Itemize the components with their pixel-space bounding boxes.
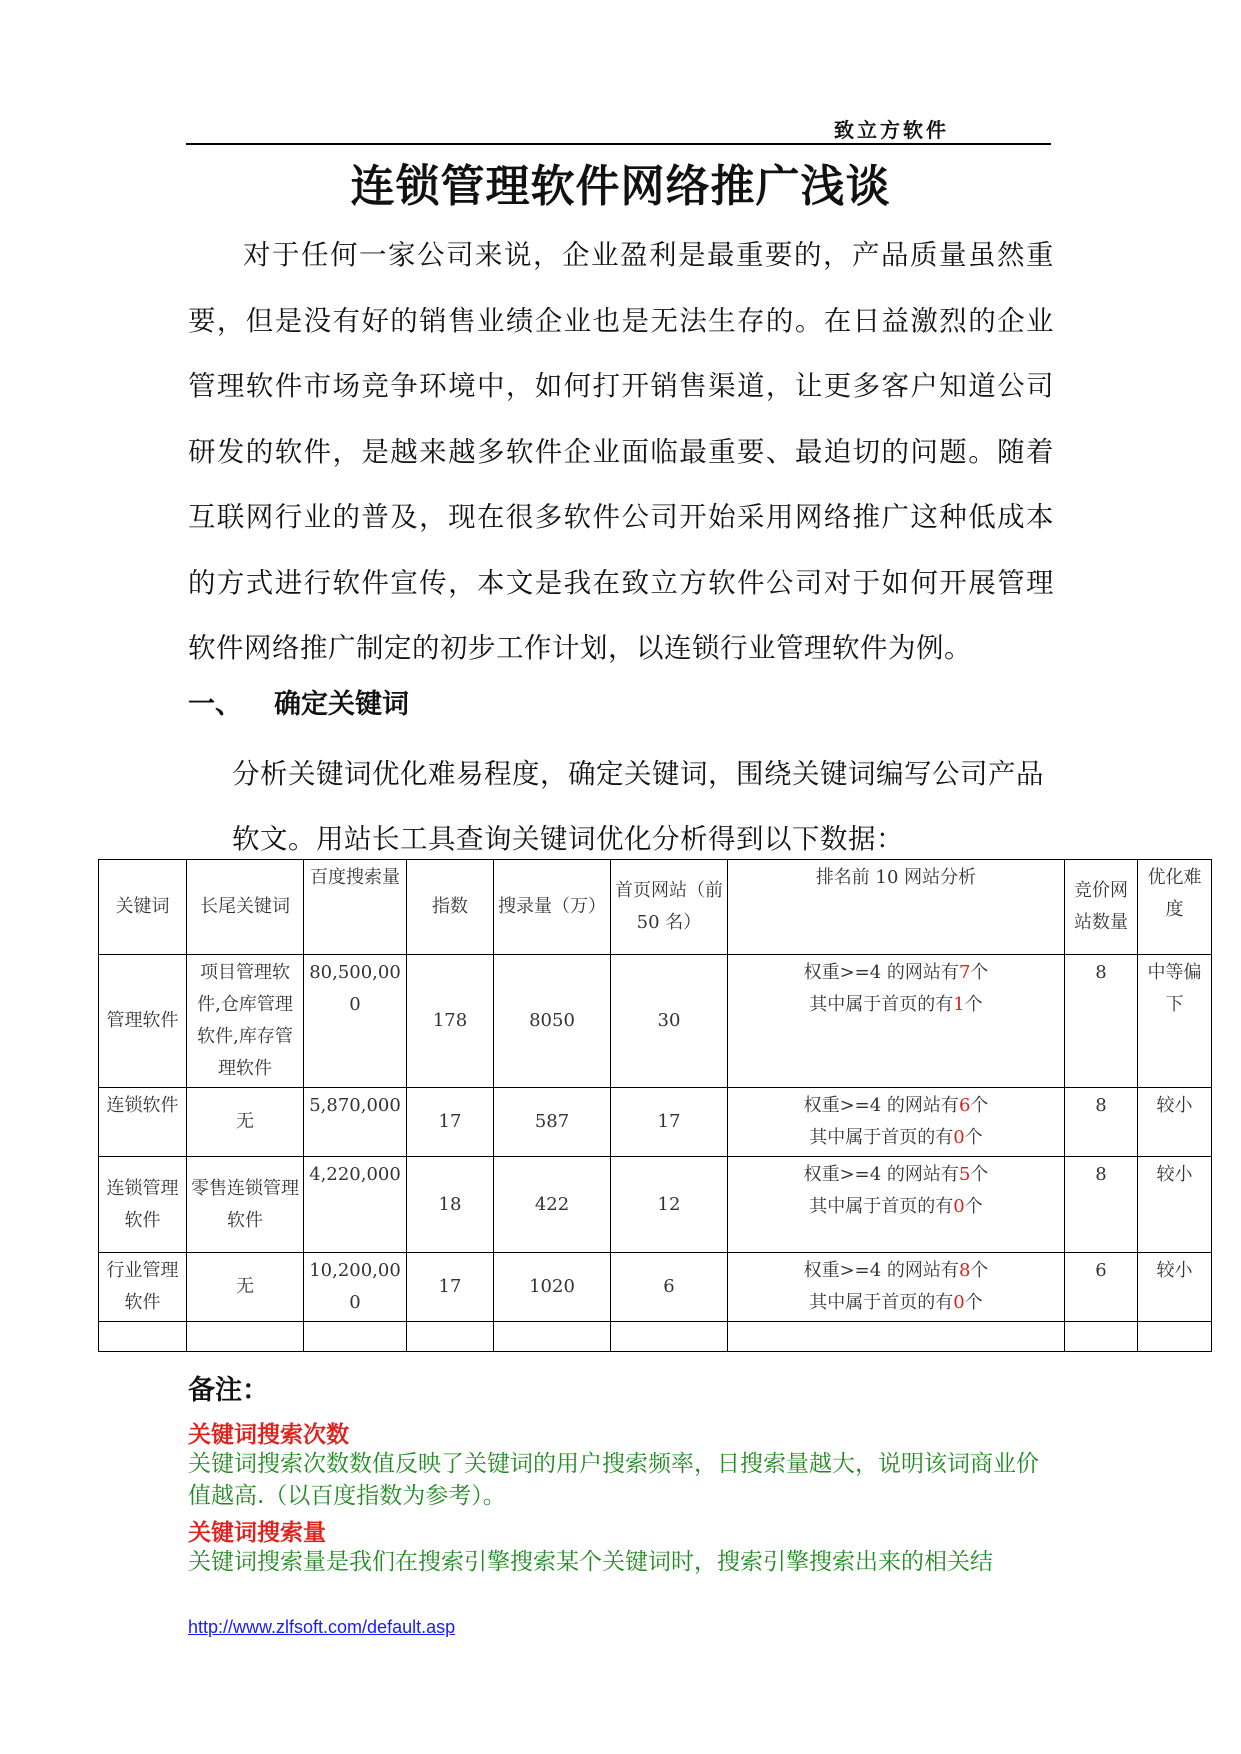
cell-rank-analysis xyxy=(728,1088,1065,1157)
empty-cell xyxy=(187,1322,304,1352)
table-row xyxy=(99,955,1212,1088)
keyword-table xyxy=(98,859,1212,1352)
rank-weight-text: 权重>=4 的网站有 xyxy=(803,1164,959,1185)
table-empty-row xyxy=(99,1322,1212,1352)
note-title-search-volume: 关键词搜索量 xyxy=(188,1520,326,1546)
cell-keyword: 连锁管理软件 xyxy=(99,1157,187,1253)
empty-cell xyxy=(728,1322,1065,1352)
rank-weight-count: 7 xyxy=(958,962,971,983)
header-company-name: 致立方软件 xyxy=(834,118,949,142)
empty-cell xyxy=(407,1322,494,1352)
header-longtail: 长尾关键词 xyxy=(187,860,304,955)
rank-weight-text: 权重>=4 的网站有 xyxy=(803,1095,959,1116)
note-text-search-count: 关键词搜索次数数值反映了关键词的用户搜索频率，日搜索量越大，说明该词商业价值越高.（以百度指数为参考）。 xyxy=(188,1451,1039,1509)
empty-cell xyxy=(304,1322,407,1352)
cell-difficulty: 中等偏下 xyxy=(1138,955,1212,1088)
rank-homepage-unit: 个 xyxy=(964,1127,983,1148)
cell-baidu: 10,200,000 xyxy=(304,1253,407,1322)
empty-cell xyxy=(99,1322,187,1352)
cell-keyword: 行业管理软件 xyxy=(99,1253,187,1322)
cell-indexed: 422 xyxy=(494,1157,611,1253)
rank-homepage-unit: 个 xyxy=(964,1292,983,1313)
cell-baidu: 5,870,000 xyxy=(304,1088,407,1157)
header-difficulty: 优化难度 xyxy=(1138,860,1212,955)
rank-homepage-count: 0 xyxy=(953,1127,965,1148)
rank-homepage-text: 其中属于首页的有 xyxy=(809,1292,954,1313)
section-title: 确定关键词 xyxy=(274,689,409,720)
cell-rank-analysis xyxy=(728,1157,1065,1253)
cell-indexed: 8050 xyxy=(494,955,611,1088)
header-bid: 竞价网站数量 xyxy=(1065,860,1138,955)
note-title-search-count: 关键词搜索次数 xyxy=(188,1422,349,1448)
page-title: 连锁管理软件网络推广浅谈 xyxy=(350,161,891,212)
cell-baidu: 80,500,000 xyxy=(304,955,407,1088)
cell-longtail: 无 xyxy=(187,1088,304,1157)
rank-weight-count: 8 xyxy=(958,1260,971,1281)
table-row xyxy=(99,1088,1212,1157)
header-keyword: 关键词 xyxy=(99,860,187,955)
rank-weight-unit: 个 xyxy=(970,1164,989,1185)
rank-homepage-count: 1 xyxy=(953,994,965,1015)
rank-homepage-text: 其中属于首页的有 xyxy=(809,1196,954,1217)
rank-weight-unit: 个 xyxy=(970,1260,989,1281)
cell-index: 17 xyxy=(407,1253,494,1322)
cell-keyword: 连锁软件 xyxy=(99,1088,187,1157)
rank-weight-text: 权重>=4 的网站有 xyxy=(803,962,959,983)
rank-weight-text: 权重>=4 的网站有 xyxy=(803,1260,959,1281)
cell-indexed: 1020 xyxy=(494,1253,611,1322)
rank-homepage-count: 0 xyxy=(953,1292,965,1313)
header-homepage: 首页网站（前 50 名） xyxy=(611,860,728,955)
rank-weight-unit: 个 xyxy=(970,962,989,983)
cell-index: 18 xyxy=(407,1157,494,1253)
empty-cell xyxy=(611,1322,728,1352)
rank-weight-count: 5 xyxy=(958,1164,971,1185)
rank-homepage-count: 0 xyxy=(953,1196,965,1217)
cell-difficulty: 较小 xyxy=(1138,1157,1212,1253)
rank-homepage-unit: 个 xyxy=(964,1196,983,1217)
section-heading xyxy=(188,682,409,721)
cell-bid: 8 xyxy=(1065,1088,1138,1157)
cell-index: 17 xyxy=(407,1088,494,1157)
cell-homepage: 6 xyxy=(611,1253,728,1322)
note-text-search-volume: 关键词搜索量是我们在搜索引擎搜索某个关键词时，搜索引擎搜索出来的相关结 xyxy=(188,1549,993,1575)
notes-heading: 备注： xyxy=(188,1375,269,1406)
rank-homepage-text: 其中属于首页的有 xyxy=(809,1127,954,1148)
header-index: 指数 xyxy=(407,860,494,955)
cell-rank-analysis xyxy=(728,955,1065,1088)
empty-cell xyxy=(1065,1322,1138,1352)
cell-difficulty: 较小 xyxy=(1138,1253,1212,1322)
table-header-row xyxy=(99,860,1212,955)
rank-weight-unit: 个 xyxy=(970,1095,989,1116)
cell-difficulty: 较小 xyxy=(1138,1088,1212,1157)
cell-index: 178 xyxy=(407,955,494,1088)
header-rule xyxy=(186,143,1051,145)
cell-homepage: 12 xyxy=(611,1157,728,1253)
cell-homepage: 17 xyxy=(611,1088,728,1157)
section-number: 一、 xyxy=(188,689,242,720)
header-indexed: 搜录量（万） xyxy=(494,860,611,955)
header-rank: 排名前 10 网站分析 xyxy=(728,860,1065,955)
rank-homepage-unit: 个 xyxy=(964,994,983,1015)
table-row xyxy=(99,1157,1212,1253)
cell-indexed: 587 xyxy=(494,1088,611,1157)
empty-cell xyxy=(494,1322,611,1352)
cell-bid: 8 xyxy=(1065,1157,1138,1253)
rank-homepage-text: 其中属于首页的有 xyxy=(809,994,954,1015)
cell-longtail: 项目管理软件,仓库管理软件,库存管理软件 xyxy=(187,955,304,1088)
intro-paragraph: 对于任何一家公司来说，企业盈利是最重要的，产品质量虽然重要，但是没有好的销售业绩企业也是无法生存的。在日益激烈的企业管理软件市场竞争环境中，如何打开销售渠道，让更多客户知道公司研发的软件，是越来越多软件企业面临最重要、最迫切的问题。随着互联网行业的普及，现在很多软件公司开始采用网络推广这种低成本的方式进行软件宣传，本文是我在致立方软件公司对于如何开展管理软件网络推广制定的初步工作计划，以连锁行业管理软件为例。 xyxy=(188,239,1054,664)
header-baidu: 百度搜索量 xyxy=(304,860,407,955)
analysis-paragraph: 分析关键词优化难易程度，确定关键词，围绕关键词编写公司产品软文。用站长工具查询关键词优化分析得到以下数据： xyxy=(232,758,1044,855)
cell-bid: 6 xyxy=(1065,1253,1138,1322)
cell-longtail: 零售连锁管理软件 xyxy=(187,1157,304,1253)
cell-keyword: 管理软件 xyxy=(99,955,187,1088)
empty-cell xyxy=(1138,1322,1212,1352)
table-row xyxy=(99,1253,1212,1322)
cell-longtail: 无 xyxy=(187,1253,304,1322)
cell-bid: 8 xyxy=(1065,955,1138,1088)
cell-baidu: 4,220,000 xyxy=(304,1157,407,1253)
footer-website-link[interactable]: http://www.zlfsoft.com/default.asp xyxy=(188,1617,456,1637)
cell-rank-analysis xyxy=(728,1253,1065,1322)
rank-weight-count: 6 xyxy=(958,1095,971,1116)
cell-homepage: 30 xyxy=(611,955,728,1088)
